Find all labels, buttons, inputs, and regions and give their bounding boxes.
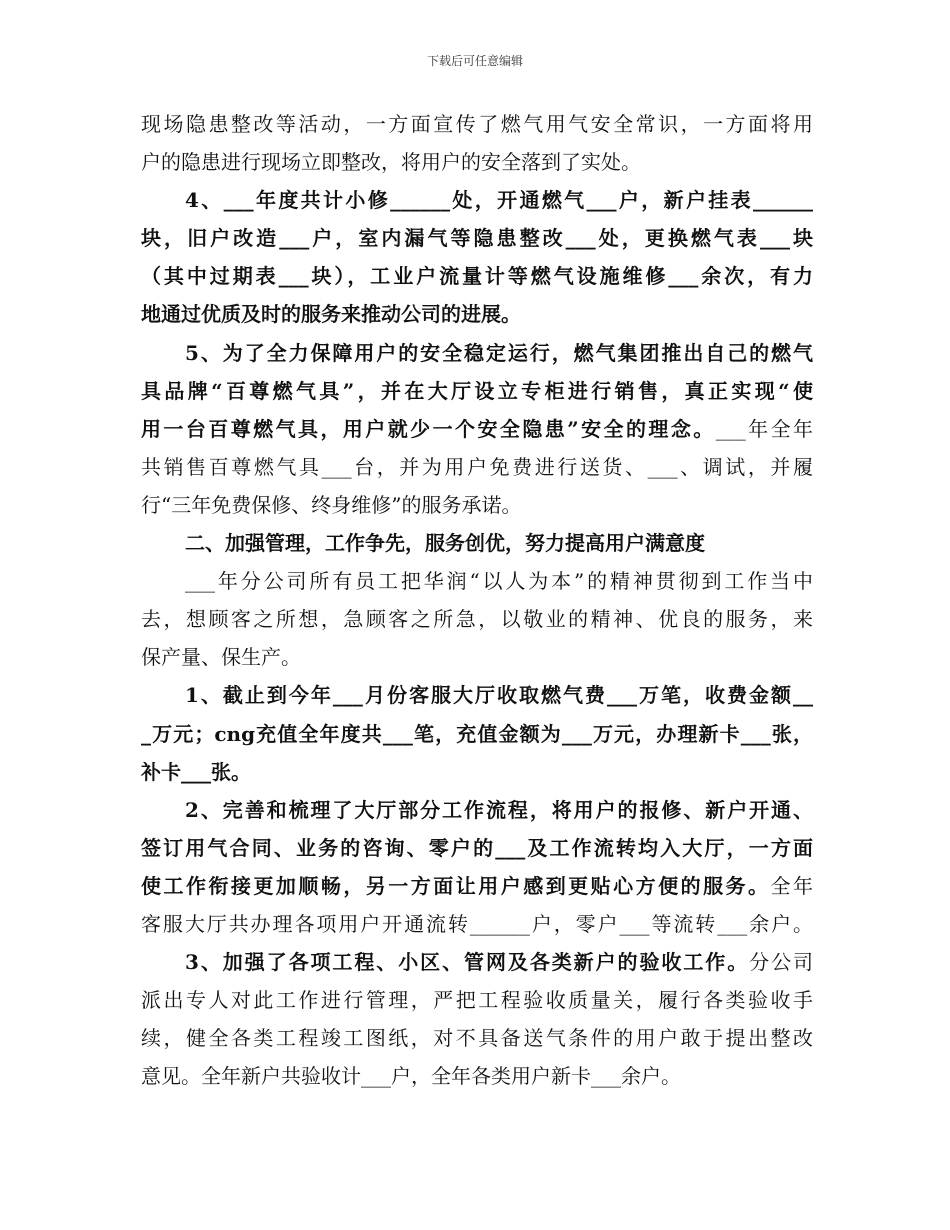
text-line-content: 行“三年免费保修、终身维修”的服务承诺。 [141, 492, 522, 517]
text-line [141, 448, 813, 486]
text-line [141, 1057, 813, 1095]
text-line-content: 地通过优质及时的服务来推动公司的进展。 [141, 302, 521, 327]
text-line [141, 943, 813, 981]
text-line-content: 客服大厅共办理各项用户开通流转______户，零户___等流转___余户。 [141, 911, 813, 936]
text-line-tail: 全年 [770, 873, 814, 898]
text-line [141, 410, 813, 448]
text-line-content: 具品牌“百尊燃气具”，并在大厅设立专柜进行销售，真正实现“使 [141, 378, 813, 403]
text-line-content: ___年分公司所有员工把华润“以人为本”的精神贯彻到工作当中 [185, 569, 813, 594]
text-line [141, 753, 813, 791]
text-line [141, 867, 813, 905]
text-line-content: 保产量、保生产。 [141, 645, 301, 670]
text-line [141, 600, 813, 638]
text-line [141, 829, 813, 867]
text-line [141, 905, 813, 943]
text-line [141, 257, 813, 295]
text-line-content: （其中过期表___块），工业户流量计等燃气设施维修___余次，有力 [141, 264, 813, 289]
text-line [141, 715, 813, 753]
text-line-content: 块，旧户改造___户，室内漏气等隐患整改___处，更换燃气表___块 [141, 226, 813, 251]
text-line-content: 二、加强管理，工作争先，服务创优，努力提高用户满意度 [185, 531, 705, 556]
page-header: 下载后可任意编辑 [426, 54, 523, 68]
text-line-tail: 分公司 [749, 950, 814, 975]
text-line-content: 3、加强了各项工程、小区、管网及各类新户的验收工作。 [185, 950, 750, 975]
text-line-content: 签订用气合同、业务的咨询、零户的___及工作流转均入大厅，一方面 [141, 835, 813, 860]
text-line-content: 续，健全各类工程竣工图纸，对不具备送气条件的用户敢于提出整改 [141, 1026, 813, 1051]
text-line [141, 181, 813, 219]
text-line [141, 486, 813, 524]
text-line-content: 派出专人对此工作进行管理，严把工程验收质量关，履行各类验收手 [141, 988, 813, 1013]
text-line [141, 219, 813, 257]
text-line [141, 981, 813, 1019]
text-line [141, 334, 813, 372]
text-line [141, 372, 813, 410]
text-line [141, 1019, 813, 1057]
text-line [141, 676, 813, 714]
text-line [141, 562, 813, 600]
text-line [141, 791, 813, 829]
text-line-content: 户的隐患进行现场立即整改，将用户的安全落到了实处。 [141, 150, 641, 175]
text-line-content: 现场隐患整改等活动，一方面宣传了燃气用气安全常识，一方面将用 [141, 112, 813, 136]
document-body [141, 105, 813, 1095]
text-line [141, 638, 813, 676]
text-line-tail: ___年全年 [715, 416, 813, 441]
text-line-content: 4、___年度共计小修______处，开通燃气___户，新户挂表______ [185, 188, 813, 213]
text-line-content: 意见。全年新户共验收计___户，全年各类用户新卡___余户。 [141, 1064, 681, 1089]
text-line-content: 去，想顾客之所想，急顾客之所急，以敬业的精神、优良的服务，来 [141, 607, 813, 632]
text-line-content: _万元；cng充值全年度共___笔，充值金额为___万元，办理新卡___张， [141, 721, 813, 746]
text-line [141, 143, 813, 181]
text-line [141, 105, 813, 143]
text-line-content: 2、完善和梳理了大厅部分工作流程，将用户的报修、新户开通、 [185, 797, 813, 822]
text-line-content: 使工作衔接更加顺畅，另一方面让用户感到更贴心方便的服务。 [141, 873, 771, 898]
text-line-content: 用一台百尊燃气具，用户就少一个安全隐患”安全的理念。 [141, 416, 716, 441]
text-line [141, 524, 813, 562]
text-line-content: 1、截止到今年___月份客服大厅收取燃气费___万笔，收费金额__ [185, 683, 813, 708]
text-line-content: 共销售百尊燃气具___台，并为用户免费进行送货、___、调试，并履 [141, 454, 813, 479]
text-line [141, 295, 813, 333]
text-line-content: 5、为了全力保障用户的安全稳定运行，燃气集团推出自己的燃气 [185, 340, 813, 365]
text-line-content: 补卡___张。 [141, 759, 251, 784]
